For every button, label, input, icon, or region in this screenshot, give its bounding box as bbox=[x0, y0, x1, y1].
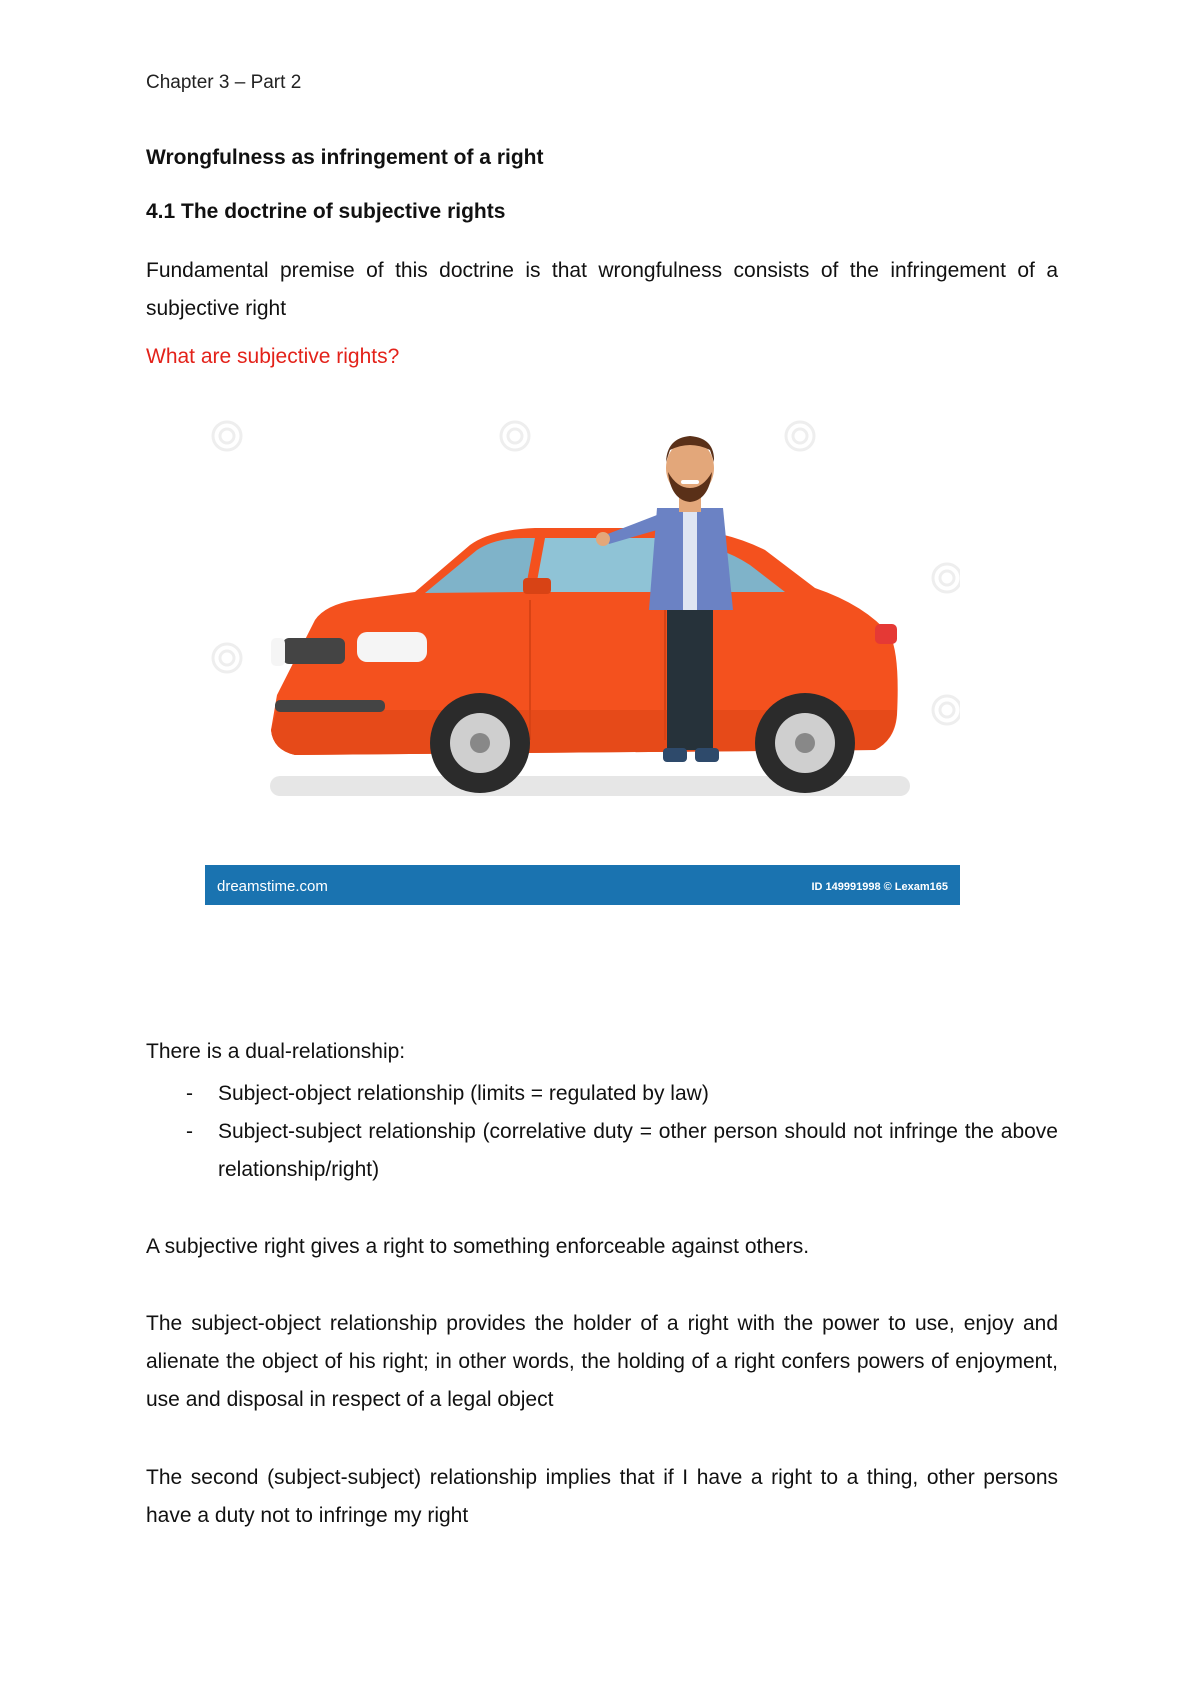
list-item bbox=[146, 1113, 1058, 1189]
paragraph: A subjective right gives a right to something enforceable against others. bbox=[146, 1235, 810, 1258]
intro-paragraph: Fundamental premise of this doctrine is that wrongfulness consists of the infringement of a subjective right bbox=[146, 259, 1058, 320]
rear-wheel bbox=[755, 693, 855, 793]
paragraph: The second (subject-subject) relationship implies that if I have a right to a thing, other persons have a duty not to infringe my right bbox=[146, 1466, 1058, 1527]
document-title: Wrongfulness as infringement of a right bbox=[146, 146, 544, 169]
list-dash: - bbox=[186, 1082, 193, 1105]
list-item bbox=[146, 1075, 1058, 1113]
section-heading: 4.1 The doctrine of subjective rights bbox=[146, 200, 506, 223]
brand-logo: dreamstime.com bbox=[217, 878, 328, 895]
question-heading: What are subjective rights? bbox=[146, 345, 400, 368]
front-wheel bbox=[430, 693, 530, 793]
page-header: Chapter 3 – Part 2 bbox=[146, 72, 302, 93]
paragraph: The subject-object relationship provides the holder of a right with the power to use, enjoy and alienate the object of his right; in other words, the holding of a right confers powers of enjoyment, use and disposal in respect of a legal object bbox=[146, 1312, 1058, 1411]
list-item-text: Subject-subject relationship (correlative duty = other person should not infringe the above relationship/right) bbox=[218, 1120, 1058, 1181]
relationship-list bbox=[146, 1075, 1058, 1189]
car-illustration bbox=[205, 410, 960, 905]
image-credit: ID 149991998 © Lexam165 bbox=[811, 881, 948, 893]
list-item-text: Subject-object relationship (limits = regulated by law) bbox=[218, 1082, 709, 1105]
dual-relationship-heading: There is a dual-relationship: bbox=[146, 1040, 406, 1063]
list-dash: - bbox=[186, 1120, 193, 1143]
car-illustration-svg bbox=[205, 410, 960, 905]
